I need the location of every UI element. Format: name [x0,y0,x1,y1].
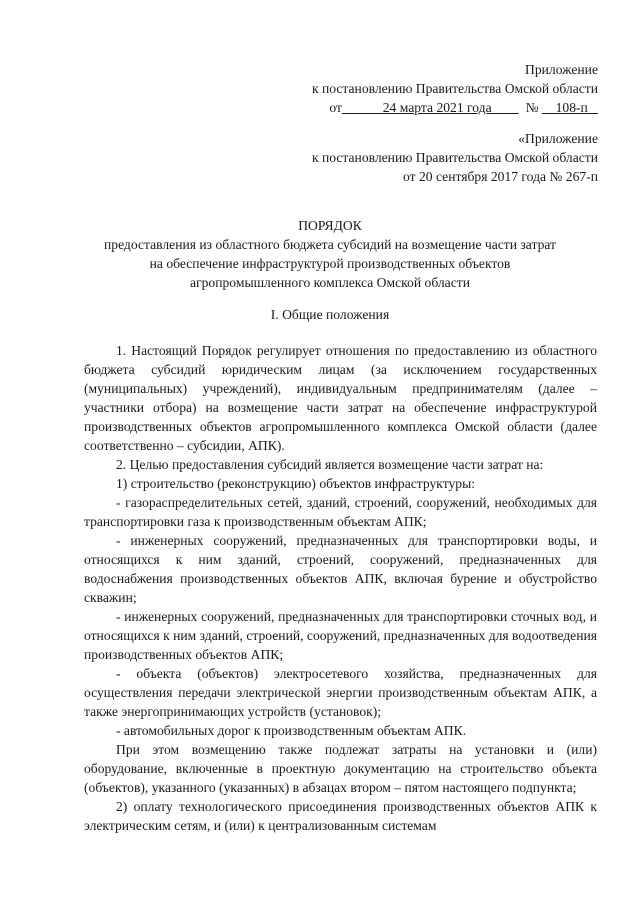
header-date-number [312,98,598,117]
header-number-sign: № [525,100,539,115]
header-previous-decree [312,129,598,186]
section-heading: I. Общие положения [270,307,390,322]
header-number: 108-п [555,100,588,115]
paragraph: - автомобильных дорог к производственным объектам АПК. [116,723,467,738]
paragraph: 1) строительство (реконструкцию) объектов инфраструктуры: [116,476,475,491]
title-line-2: на обеспечение инфраструктурой производственных объектов [149,256,511,271]
paragraph: - инженерных сооружений, предназначенных для транспортировки сточных вод, и относящихся к ним зданий, строений, сооружений, предназначенных для водоотведения производственных объектов АПК; [84,609,597,662]
document-body [84,341,597,835]
header-from-label: от [329,100,342,115]
header-prev-date-number: от 20 сентября 2017 года № 267-п [403,169,598,184]
header-current-decree [312,60,598,117]
title-main: ПОРЯДОК [298,218,362,233]
paragraph: 2. Целью предоставления субсидий является возмещение части затрат на: [116,457,544,472]
paragraph: 2) оплату технологического присоединения производственных объектов АПК к электрическим сетям, и (или) к централизованным системам [84,799,597,833]
header-date: 24 марта 2021 года [382,100,492,115]
paragraph: - инженерных сооружений, предназначенных для транспортировки воды, и относящихся к ним зданий, строений, сооружений, предназначенных для водоснабжения производственных объектов АПК, включая бурение и обустройство скважин; [84,533,597,605]
header-prev-decree-ref: к постановлению Правительства Омской области [311,150,598,165]
title-line-1: предоставления из областного бюджета субсидий на возмещение части затрат [104,237,556,252]
header-decree-ref: к постановлению Правительства Омской области [311,81,598,96]
document-title [60,216,600,292]
paragraph: При этом возмещению также подлежат затраты на установки и (или) оборудование, включенные в проектную документацию на строительство объекта (объектов), указанного (указанных) в абзацах втором – пятом настоящего подпункта; [84,742,597,795]
paragraph: 1. Настоящий Порядок регулирует отношения по предоставлению из областного бюджета субсидий юридическим лицам (за исключением государственных (муниципальных) учреждений), индивидуальным предпринимателям (далее – участники отбора) на возмещение части затрат на обеспечение инфраструктурой производственных объектов агропромышленного комплекса Омской области (далее соответственно – субсидии, АПК). [84,343,597,453]
paragraph: - газораспределительных сетей, зданий, строений, сооружений, необходимых для транспортировки газа к производственным объектам АПК; [84,495,597,529]
header-prev-appendix-label: «Приложение [518,131,598,146]
paragraph: - объекта (объектов) электросетевого хозяйства, предназначенных для осуществления передачи электрической энергии производственным объектам АПК, а также энергопринимающих устройств (установок); [84,666,597,719]
header-appendix-label: Приложение [525,62,598,77]
title-line-3: агропромышленного комплекса Омской области [190,275,470,290]
